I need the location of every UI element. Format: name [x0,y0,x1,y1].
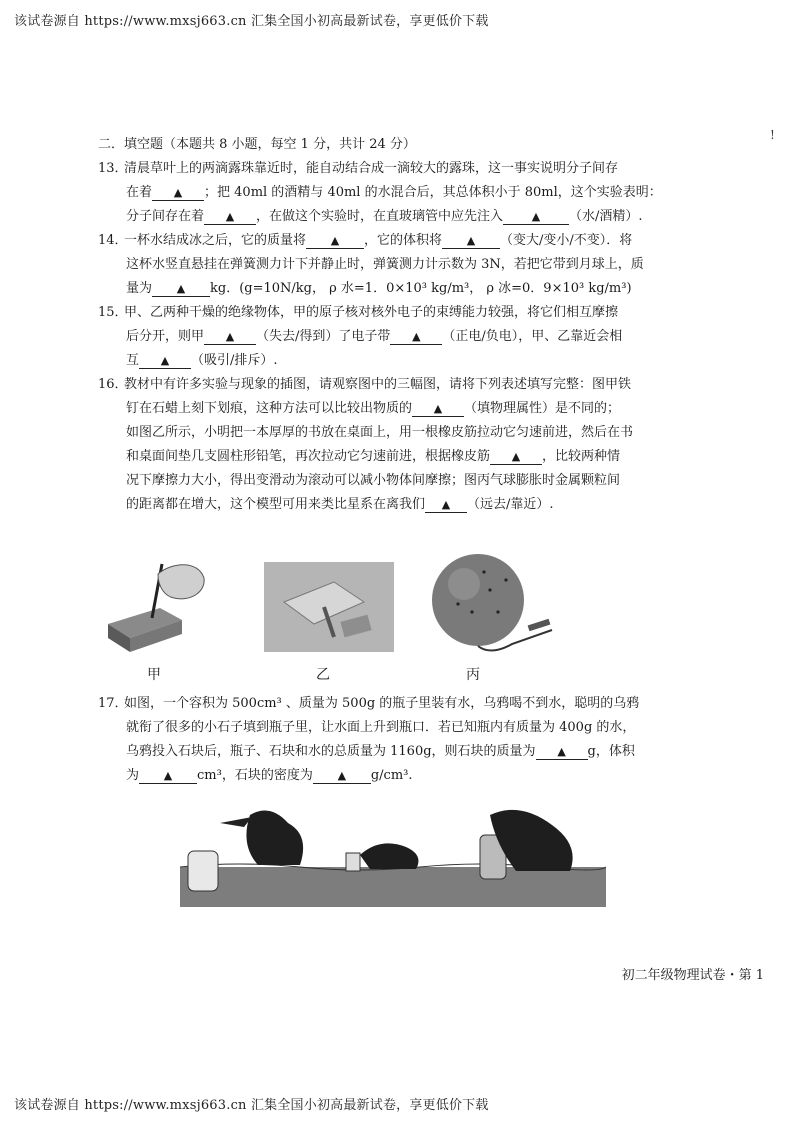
answer-blank: ▲ [503,209,569,225]
figure-jia-nail-on-wax [100,556,210,656]
question-14: 14．一杯水结成冰之后，它的质量将 ▲ ，它的体积将 ▲ （变大/变小/不变）．将 [98,229,704,253]
answer-blank: ▲ [425,497,467,513]
figure-crow-and-bottle [180,795,606,907]
figure-caption-jia: 甲 [147,667,161,683]
question-number: 17． [98,696,128,711]
answer-blank: ▲ [536,744,588,760]
answer-blank: ▲ [442,233,500,249]
answer-blank: ▲ [490,449,542,465]
question-number: 15． [98,305,128,320]
exam-content: 二．填空题（本题共 8 小题，每空 1 分，共计 24 分） 13．清晨草叶上的两滴露珠靠近时，能自动结合成一滴较大的露珠，这一事实说明分子间存 在着 ▲ ；把 40ml 的酒精与 40ml 的水混合后，其总体积小于 80ml，这个实验表明： 分子间存在着 ▲ ，在做这个实验时，在直玻璃管中应先注入 ▲ （水/酒精）. 14．一杯水结成冰之后，它的质量将 ▲ ，它的体积将 ▲ （变大/变小/不变）．将 这杯水竖直悬挂在弹簧测力计下并静止时，弹簧测力计示数为 3N，若把它带到月球上，质 量为 ▲ kg．(g=10N/kg， ρ 水=1．0×10³ kg/m³， ρ 冰=0．9×10³ kg/m³) 15．甲、乙两种干燥的绝缘物体，甲的原子核对核外电子的束缚能力较强，将它们相互摩擦 后分开，则甲 ▲ （失去/得到）了电子带 ▲ （正电/负电），甲、乙靠近会相 互 ▲ （吸引/排斥）. 16．教材中有许多实验与现象的插图，请观察图中的三幅图，请将下列表述填写完整：图甲铁 钉在石蜡上刻下划痕，这种方法可以比较出物质的 ▲ （填物理属性）是不同的； 如图乙所示，小明把一本厚厚的书放在桌面上，用一根橡皮筋拉动它匀速前进，然后在书 和桌面间垫几支圆柱形铅笔，再次拉动它匀速前进，根据橡皮筋 ▲ ，比较两种情 况下摩擦力大小，得出变滑动为滚动可以减小物体间摩擦；图丙气球膨胀时金属颗粒间 的距离都在增大，这个模型可用来类比星系在离我们 ▲ （远去/靠近）. [98,133,704,517]
question-17-block: 17．如图，一个容积为 500cm³ 、质量为 500g 的瓶子里装有水，乌鸦喝不到水，聪明的乌鸦 就衔了很多的小石子填到瓶子里，让水面上升到瓶口．若已知瓶内有质量为 400g 的水， 乌鸦投入石块后，瓶子、石块和水的总质量为 1160g，则石块的质量为 ▲ g，体积 为 ▲ cm³，石块的密度为 ▲ g/cm³. [98,692,704,788]
question-number: 16． [98,377,128,392]
answer-blank: ▲ [204,329,256,345]
answer-blank: ▲ [139,353,191,369]
question-number: 14． [98,233,128,248]
answer-blank: ▲ [313,768,371,784]
answer-blank: ▲ [139,768,197,784]
question-13: 13．清晨草叶上的两滴露珠靠近时，能自动结合成一滴较大的露珠，这一事实说明分子间存 [98,157,704,181]
question-number: 13． [98,161,128,176]
page-footer: 初二年级物理试卷・第 1 [621,968,764,983]
question-15: 15．甲、乙两种干燥的绝缘物体，甲的原子核对核外电子的束缚能力较强，将它们相互摩擦 [98,301,704,325]
answer-blank: ▲ [412,401,464,417]
question-17: 17．如图，一个容积为 500cm³ 、质量为 500g 的瓶子里装有水，乌鸦喝不到水，聪明的乌鸦 [98,692,704,716]
answer-blank: ▲ [390,329,442,345]
figure-bing-balloon [428,550,560,662]
answer-blank: ▲ [152,185,204,201]
figure-yi-book-and-rubber-band [264,562,394,652]
source-banner-bottom: 该试卷源自 https://www.mxsj663.cn 汇集全国小初高最新试卷，享更低价下载 [14,1098,489,1113]
figure-caption-yi: 乙 [316,667,330,683]
question-16: 16．教材中有许多实验与现象的插图，请观察图中的三幅图，请将下列表述填写完整：图甲铁 [98,373,704,397]
edge-mark: ! [770,128,775,142]
section-title: 二．填空题（本题共 8 小题，每空 1 分，共计 24 分） [98,137,416,152]
figure-caption-bing: 丙 [466,667,480,683]
source-banner-top: 该试卷源自 https://www.mxsj663.cn 汇集全国小初高最新试卷，享更低价下载 [14,14,489,29]
answer-blank: ▲ [152,281,210,297]
answer-blank: ▲ [204,209,256,225]
answer-blank: ▲ [306,233,364,249]
